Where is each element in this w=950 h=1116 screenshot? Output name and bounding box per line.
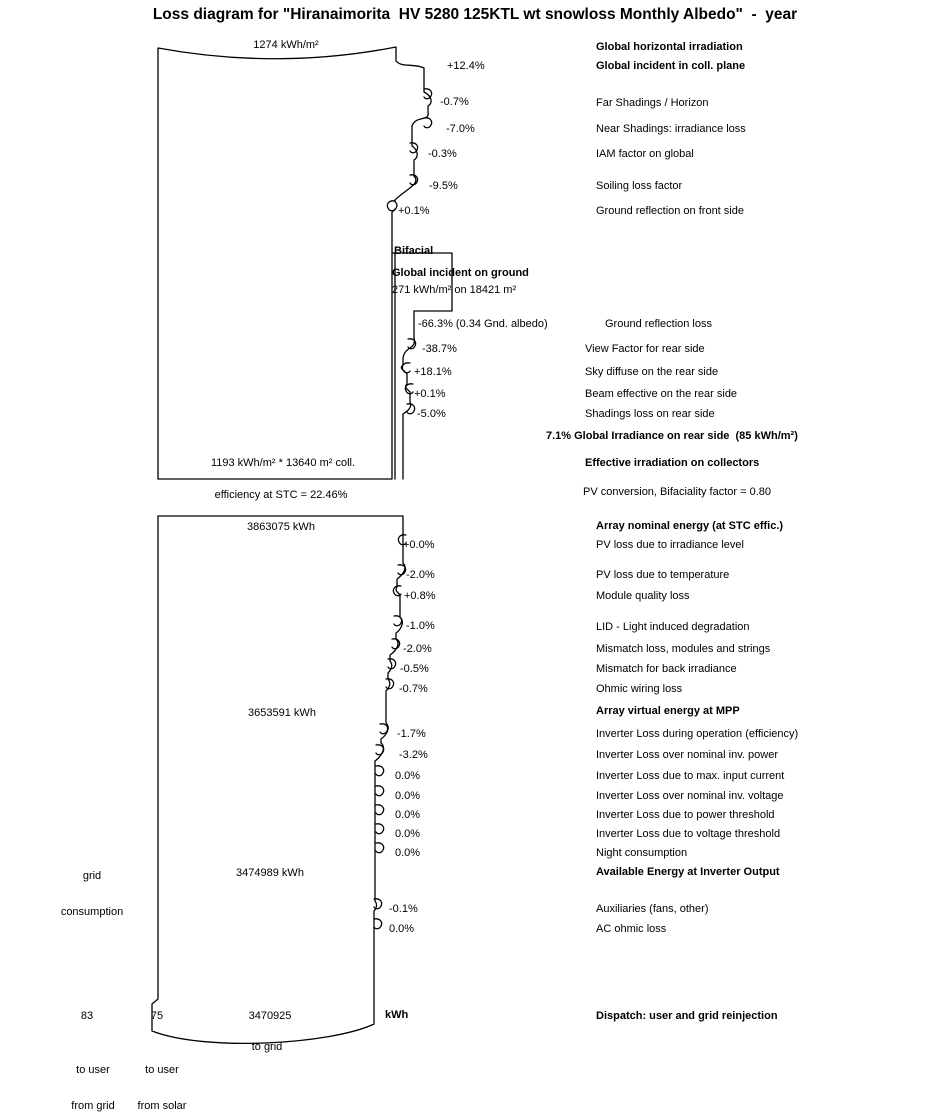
loss-pct: -7.0% [446, 123, 475, 135]
loss-label: Global incident in coll. plane [596, 60, 746, 72]
loss-label: IAM factor on global [596, 148, 694, 160]
loss-label: Mismatch loss, modules and strings [596, 643, 771, 655]
loss-label: Inverter Loss over nominal inv. voltage [596, 790, 784, 802]
user-from-grid-value: 83 [80, 1010, 94, 1022]
ghi-value: 1274 kWh/m² [253, 39, 319, 51]
loss-pct: -0.7% [399, 683, 428, 695]
loss-label: Inverter Loss during operation (efficiency) [596, 728, 799, 740]
page-title: Loss diagram for "Hiranaimorita HV 5280 125KTL wt snowloss Monthly Albedo" - year [152, 6, 798, 23]
loss-label: LID - Light induced degradation [596, 621, 750, 633]
loss-pct: -2.0% [406, 569, 435, 581]
loss-pct: +0.1% [414, 388, 446, 400]
collector-irradiation-value: 1193 kWh/m² * 13640 m² coll. [210, 457, 356, 469]
grid-consumption-label [61, 846, 123, 942]
loss-label: Available Energy at Inverter Output [596, 866, 780, 878]
loss-label: Inverter Loss due to max. input current [596, 770, 785, 782]
loss-label: Effective irradiation on collectors [585, 457, 760, 469]
ground-incident-value: 271 kWh/m² on 18421 m² [392, 284, 517, 296]
loss-pct: 0.0% [395, 847, 421, 859]
loss-label: Inverter Loss over nominal inv. power [596, 749, 778, 761]
inverter-output-value: 3474989 kWh [236, 867, 304, 879]
loss-label: Beam effective on the rear side [585, 388, 738, 400]
loss-label: Ground reflection loss [605, 318, 712, 330]
to-user-from-grid-label [71, 1040, 114, 1116]
loss-pct: +0.0% [403, 539, 435, 551]
ground-incident-title: Global incident on ground [392, 267, 529, 279]
bifacial-label: Bifacial [394, 245, 434, 257]
loss-label: Inverter Loss due to power threshold [596, 809, 775, 821]
loss-pct: -0.1% [389, 903, 418, 915]
loss-pct: -66.3% (0.34 Gnd. albedo) [418, 318, 548, 330]
loss-pct: 0.0% [395, 809, 421, 821]
from-grid-line: from grid [71, 1100, 115, 1112]
grid-consumption-line1: grid [82, 870, 102, 882]
loss-label: AC ohmic loss [596, 923, 667, 935]
loss-pct: 0.0% [395, 790, 421, 802]
loss-pct: -38.7% [422, 343, 457, 355]
loss-label: PV loss due to irradiance level [596, 539, 744, 551]
loss-label: PV conversion, Bifaciality factor = 0.80 [583, 486, 772, 498]
loss-pct: +12.4% [447, 60, 485, 72]
loss-label: Array nominal energy (at STC effic.) [596, 520, 784, 532]
to-user-from-solar-label [138, 1040, 187, 1116]
to-user-line: to user [145, 1064, 179, 1076]
from-solar-line: from solar [137, 1100, 187, 1112]
loss-pct: 0.0% [389, 923, 415, 935]
loss-label: Night consumption [596, 847, 688, 859]
mpp-energy-value: 3653591 kWh [248, 707, 316, 719]
loss-label: View Factor for rear side [585, 343, 705, 355]
stc-efficiency-note: efficiency at STC = 22.46% [214, 489, 348, 501]
loss-label: Array virtual energy at MPP [596, 705, 740, 717]
loss-label: Sky diffuse on the rear side [585, 366, 719, 378]
loss-label: Global horizontal irradiation [596, 41, 743, 53]
loss-pct: +0.8% [404, 590, 436, 602]
grid-consumption-line2: consumption [60, 906, 124, 918]
loss-pct: -0.3% [428, 148, 457, 160]
loss-pct: -0.5% [400, 663, 429, 675]
loss-pct: -3.2% [399, 749, 428, 761]
loss-label: Far Shadings / Horizon [596, 97, 709, 109]
dispatch-title: Dispatch: user and grid reinjection [596, 1010, 778, 1022]
loss-label: Inverter Loss due to voltage threshold [596, 828, 781, 840]
loss-label: Soiling loss factor [596, 180, 683, 192]
to-grid-value: 3470925 [248, 1010, 292, 1022]
loss-pct: -5.0% [417, 408, 446, 420]
loss-label: Ground reflection on front side [596, 205, 744, 217]
loss-pct: +18.1% [414, 366, 452, 378]
loss-label: Near Shadings: irradiance loss [596, 123, 746, 135]
loss-pct: -2.0% [403, 643, 432, 655]
loss-pct: 0.0% [395, 770, 421, 782]
loss-label: Auxiliaries (fans, other) [596, 903, 709, 915]
loss-label: Module quality loss [596, 590, 690, 602]
to-user-line: to user [76, 1064, 110, 1076]
rear-irradiance-summary: 7.1% Global Irradiance on rear side (85 kWh/m²) [546, 430, 798, 442]
loss-label: Shadings loss on rear side [585, 408, 715, 420]
loss-pct: +0.1% [398, 205, 430, 217]
loss-pct: -1.0% [406, 620, 435, 632]
loss-label: PV loss due to temperature [596, 569, 730, 581]
loss-pct: -0.7% [440, 96, 469, 108]
loss-label: Ohmic wiring loss [596, 683, 683, 695]
nominal-energy-value: 3863075 kWh [247, 521, 315, 533]
user-from-solar-value: 75 [150, 1010, 164, 1022]
loss-pct: 0.0% [395, 828, 421, 840]
loss-label: Mismatch for back irradiance [596, 663, 737, 675]
loss-pct: -1.7% [397, 728, 426, 740]
to-grid-label: to grid [251, 1041, 283, 1053]
loss-pct: -9.5% [429, 180, 458, 192]
energy-unit-label: kWh [385, 1009, 409, 1021]
